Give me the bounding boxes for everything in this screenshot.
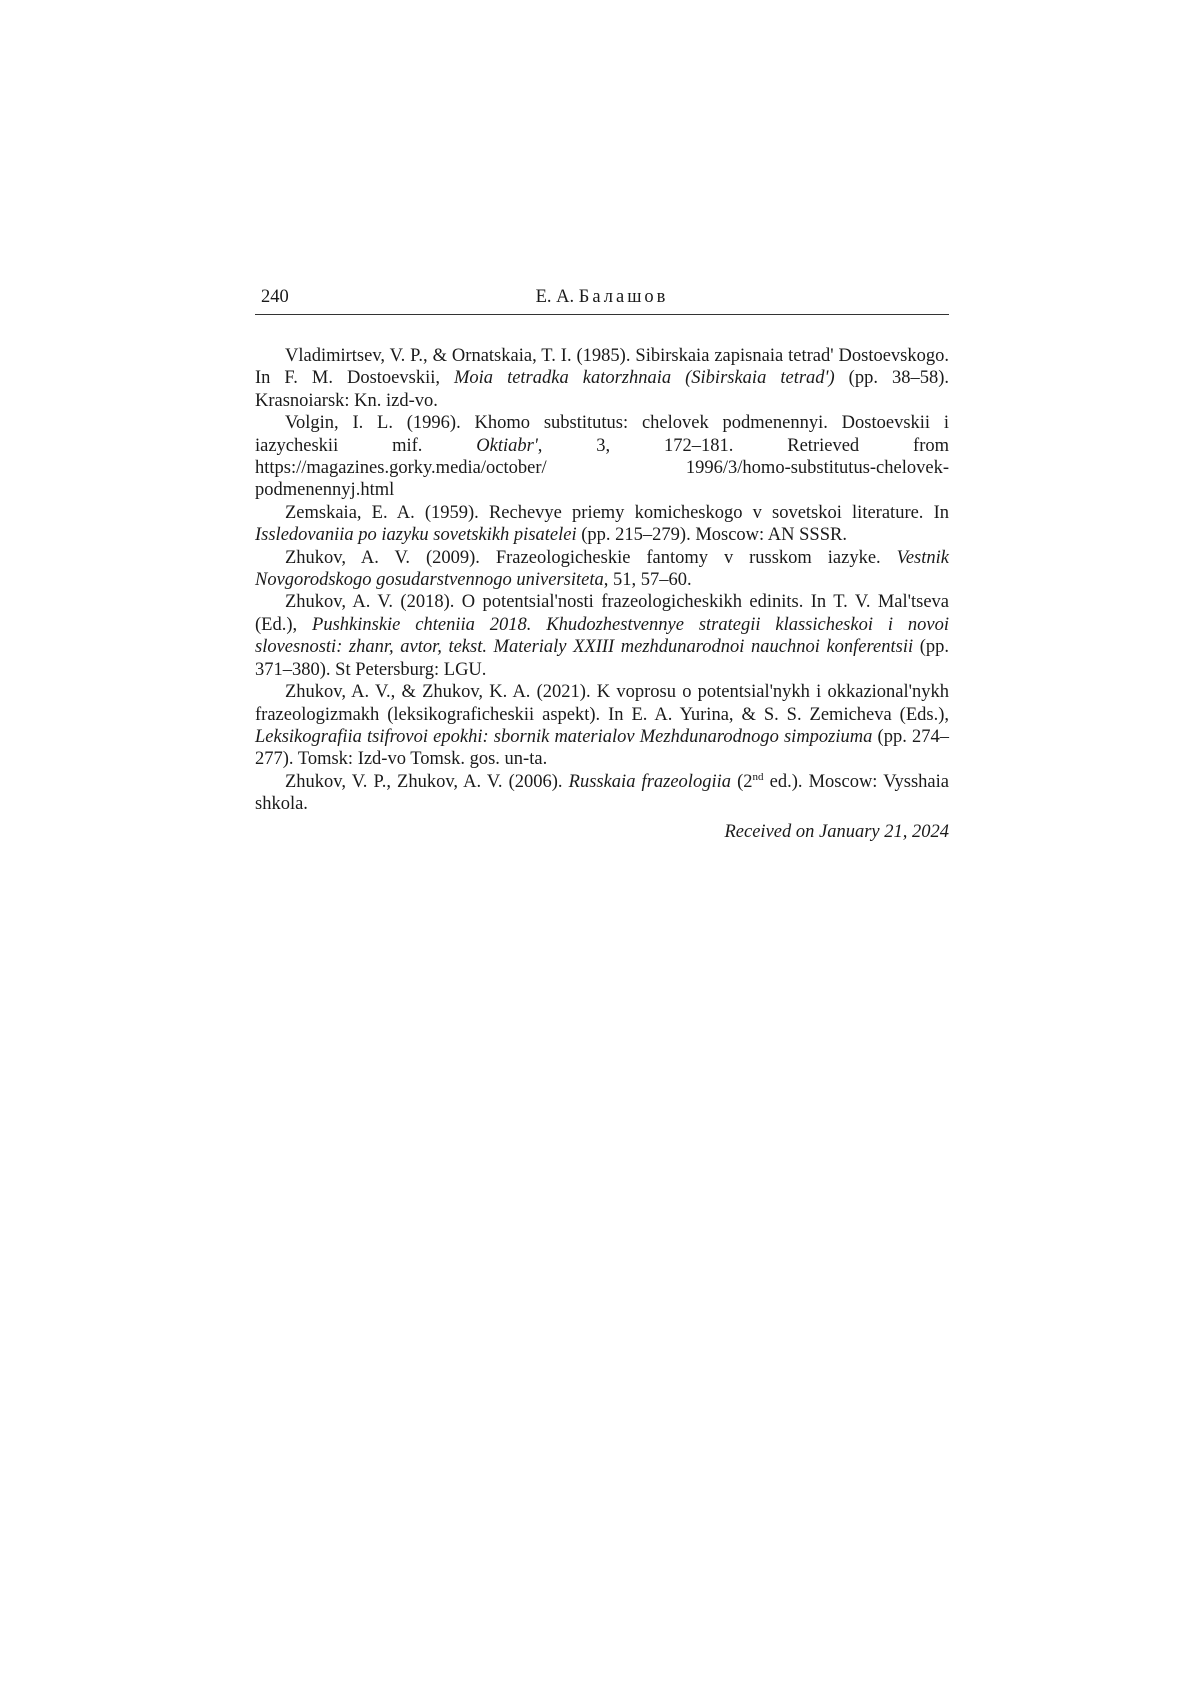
reference-item	[255, 681, 949, 771]
reference-text: Zhukov, A. V. (2009). Frazeologicheskie fantomy v russkom iazyke.	[285, 547, 897, 568]
reference-text: (pp. 371–380). St Petersburg: LGU.	[255, 637, 949, 680]
reference-text: , 3, 172–181. Retrieved from https://magazines.gorky.media/october/ 1996/3/homo-substitutus-chelovek-podmenennyj.html	[255, 435, 949, 501]
running-head	[255, 284, 949, 315]
reference-text: (pp. 38–58). Krasnoiarsk: Kn. izd-vo.	[255, 368, 950, 411]
reference-text: (pp. 274–277). Tomsk: Izd-vo Tomsk. gos. un-ta.	[255, 726, 949, 770]
edition-superscript: nd	[752, 770, 764, 783]
reference-item	[255, 412, 949, 502]
reference-text: Vladimirtsev, V. P., & Ornatskaia, T. I. (1985). Sibirskaia zapisnaia tetrad' Dostoevskogo. In F. M. Dostoevskii,	[255, 346, 949, 389]
reference-title: Russkaia frazeologiia	[568, 771, 731, 792]
reference-text: Zemskaia, E. A. (1959). Rechevye priemy komicheskogo v sovetskoi literature. In	[285, 502, 949, 523]
reference-list	[255, 345, 949, 816]
reference-text: ed.). Moscow: Vysshaia shkola.	[255, 771, 949, 815]
reference-text: Volgin, I. L. (1996). Khomo substitutus: chelovek podmenennyi. Dostoevskii i iazycheskii mif.	[255, 413, 949, 456]
reference-title: Leksikografiia tsifrovoi epokhi: sbornik materialov Mezhdunarodnogo simpoziuma	[255, 726, 873, 747]
page	[255, 284, 949, 843]
reference-item	[255, 345, 949, 412]
reference-item	[255, 502, 949, 547]
reference-text: Zhukov, A. V. (2018). O potentsial'nosti frazeologicheskikh edinits. In T. V. Mal'tseva (Ed.),	[255, 592, 949, 635]
reference-text: Zhukov, V. P., Zhukov, A. V. (2006).	[285, 771, 569, 792]
reference-text: (pp. 215–279). Moscow: AN SSSR.	[576, 525, 847, 546]
reference-item	[255, 547, 949, 592]
author-surname: Балашов	[578, 287, 669, 307]
reference-title: Vestnik Novgorodskogo gosudarstvennogo universiteta	[255, 547, 949, 591]
reference-text: (2	[730, 771, 753, 792]
received-date: Received on January 21, 2024	[724, 821, 949, 842]
reference-title: Oktiabr'	[476, 435, 538, 456]
reference-item	[255, 591, 949, 681]
reference-title: Issledovaniia po iazyku sovetskikh pisatelei	[255, 525, 577, 546]
reference-text: , 51, 57–60.	[603, 570, 692, 591]
reference-title: Moia tetradka katorzhnaia (Sibirskaia tetrad')	[454, 368, 835, 389]
running-head-author	[255, 287, 949, 308]
author-initials: Е. А.	[535, 287, 575, 307]
reference-item	[255, 771, 949, 816]
reference-text: Zhukov, A. V., & Zhukov, K. A. (2021). K voprosu o potentsial'nykh i okkazional'nykh frazeologizmakh (leksikograficheskii aspekt). In E. A. Yurina, & S. S. Zemicheva (Eds.),	[255, 682, 949, 725]
page-number: 240	[261, 287, 289, 307]
reference-title: Pushkinskie chteniia 2018. Khudozhestvennye strategii klassicheskoi i novoi slovesnosti: zhanr, avtor, tekst. Materialy XXIII mezhdunarodnoi nauchnoi konferentsii	[255, 614, 949, 658]
